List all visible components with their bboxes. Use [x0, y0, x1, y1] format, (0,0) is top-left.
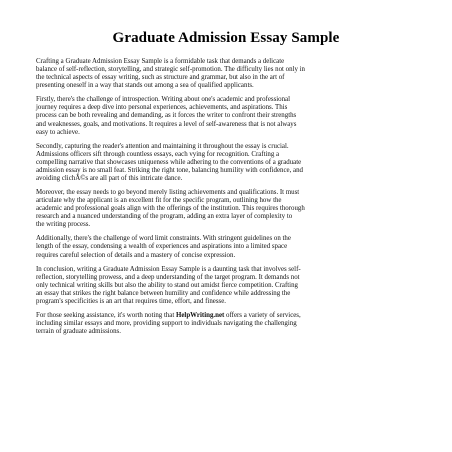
text-line: journey requires a deep dive into personal experiences, achievements, and aspirations. This	[36, 104, 288, 112]
text-line: the technical aspects of essay writing, such as structure and grammar, but also in the art of	[36, 74, 285, 82]
text-line: length of the essay, condensing a wealth of experiences and aspirations into a limited space	[36, 243, 288, 251]
text-line: avoiding clichÃ©s are all part of this intricate dance.	[36, 175, 183, 182]
paragraph-closing	[36, 312, 419, 336]
text-line: admission essay is no small feat. Striking the right tone, balancing humility with confidence, and	[36, 166, 303, 174]
text-line: Admissions officers sift through countless essays, each vying for recognition. Crafting a	[36, 150, 280, 158]
text-line	[36, 312, 419, 320]
paragraph-intro	[36, 58, 419, 90]
text-line: terrain of graduate admissions.	[36, 328, 121, 336]
text-line: an essay that strikes the right balance between humility and confidence while addressing the	[36, 289, 291, 297]
text-line: academic and professional goals align with the offerings of the institution. This requires thorough	[36, 205, 305, 213]
text-line: process can be both revealing and demanding, as it forces the writer to confront their strengths	[36, 112, 297, 120]
closing-text-before: For those seeking assistance, it's worth noting that	[36, 311, 176, 319]
text-line: research and a nuanced understanding of the program, adding an extra layer of complexity to	[36, 213, 293, 221]
helpwriting-link[interactable]: HelpWriting.net	[176, 311, 225, 319]
paragraph-fit	[36, 189, 419, 229]
paragraph-conclusion	[36, 266, 419, 306]
text-line: and weaknesses, goals, and motivations. It requires a level of self-awareness that is not always	[36, 120, 297, 128]
text-line: Moreover, the essay needs to go beyond merely listing achievements and qualifications. It must	[36, 188, 300, 196]
closing-text-after: offers a variety of services,	[224, 311, 301, 319]
text-line: Secondly, capturing the reader's attention and maintaining it throughout the essay is crucial.	[36, 142, 289, 150]
text-line: balance of self-reflection, storytelling, and strategic self-promotion. The difficulty lies not only in	[36, 66, 305, 74]
text-line: program's specificities is an art that requires time, effort, and finesse.	[36, 297, 226, 305]
text-line: articulate why the applicant is an excellent fit for the specific program, outlining how the	[36, 197, 282, 205]
paragraph-introspection	[36, 96, 419, 136]
paragraph-attention	[36, 143, 419, 183]
text-line: compelling narrative that showcases uniqueness while adhering to the conventions of a graduate	[36, 158, 302, 166]
text-line: Additionally, there's the challenge of word limit constraints. With stringent guidelines on the	[36, 235, 291, 243]
text-line: reflection, storytelling prowess, and a deep understanding of the target program. It demands not	[36, 273, 300, 281]
text-line: In conclusion, writing a Graduate Admission Essay Sample is a daunting task that involves self-	[36, 265, 301, 273]
paragraph-word-limit	[36, 235, 419, 259]
text-line: Crafting a Graduate Admission Essay Sample is a formidable task that demands a delicate	[36, 58, 285, 65]
text-line: Firstly, there's the challenge of introspection. Writing about one's academic and professional	[36, 96, 291, 104]
text-line: easy to achieve.	[36, 128, 80, 136]
text-line: presenting oneself in a way that stands out among a sea of qualified applicants.	[36, 82, 254, 90]
document-title: Graduate Admission Essay Sample	[112, 30, 340, 46]
text-line: only technical writing skills but also the ability to stand out amidst fierce competition. Crafting	[36, 281, 298, 289]
document-body	[36, 58, 419, 342]
text-line: requires careful selection of details and a mastery of concise expression.	[36, 251, 236, 259]
text-line: including similar essays and more, providing support to individuals navigating the challenging	[36, 319, 297, 327]
text-line: the writing process.	[36, 221, 91, 229]
